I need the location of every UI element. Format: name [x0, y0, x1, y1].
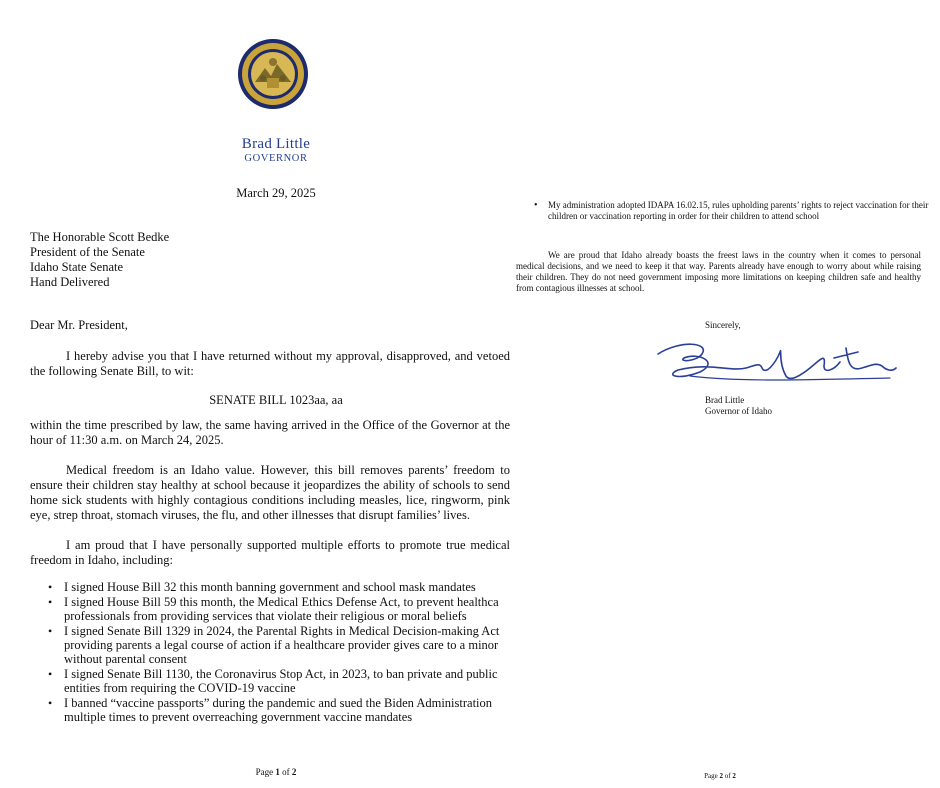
bill-identifier: SENATE BILL 1023aa, aa: [209, 393, 343, 407]
list-item: • My administration adopted IDAPA 16.02.15, rules upholding parents’ rights to reject vaccination for their children or vaccination reporting in order for their children to attend school: [532, 200, 932, 222]
list-item: • I signed House Bill 32 this month banning government and school mask mandates: [30, 580, 510, 594]
page-number-footer: Page 1 of 2: [255, 767, 297, 777]
signer-block: [705, 395, 772, 417]
closing-salutation: Sincerely,: [705, 320, 741, 330]
paragraph-closing-statement: We are proud that Idaho already boasts the freest laws in the country when it comes to personal medical decisions, and we need to keep it that way. Parents already have enough to worry about while raising their children. They do not need government imposing more limitations on keeping children safe and healthy from contagious illnesses at school.: [516, 250, 921, 293]
address-line: The Honorable Scott Bedke: [30, 230, 170, 244]
signer-title: Governor of Idaho: [705, 406, 772, 416]
governor-title-letterhead: GOVERNOR: [244, 153, 308, 164]
recipient-address: [30, 230, 169, 290]
paragraph-timing: within the time prescribed by law, the same having arrived in the Office of the Governor at the hour of 11:30 a.m. on March 24, 2025.: [30, 418, 510, 447]
paragraph-support-efforts: I am proud that I have personally supported multiple efforts to promote true medical freedom in Idaho, including:: [30, 538, 510, 567]
governor-name-letterhead: Brad Little: [241, 136, 311, 152]
salutation: Dear Mr. President,: [30, 318, 128, 332]
handwritten-signature: [650, 332, 900, 392]
address-line: Idaho State Senate: [30, 260, 124, 274]
list-item: • I signed House Bill 59 this month, the Medical Ethics Defense Act, to prevent healthca professionals from providing services that violate their religious or moral beliefs: [30, 595, 510, 623]
paragraph-veto-notice: I hereby advise you that I have returned without my approval, disapproved, and vetoed the following Senate Bill, to wit:: [30, 349, 510, 378]
signer-name: Brad Little: [705, 395, 745, 405]
address-line: President of the Senate: [30, 245, 145, 259]
letter-page-2: [500, 0, 940, 788]
list-item: • I banned “vaccine passports” during the pandemic and sued the Biden Administration multiple times to prevent overreaching government vaccine mandates: [30, 696, 510, 724]
paragraph-medical-freedom: Medical freedom is an Idaho value. However, this bill removes parents’ freedom to ensure their children stay healthy at school because it jeopardizes the ability of schools to send home sick students with highly contagious conditions including measles, lice, ringworm, pink eye, strep throat, stomach viruses, the flu, and other illnesses that disrupt families’ lives.: [30, 463, 510, 522]
support-efforts-list: [30, 580, 510, 725]
page-number-footer: Page 2 of 2: [704, 772, 736, 780]
list-item: • I signed Senate Bill 1329 in 2024, the Parental Rights in Medical Decision-making Act providing parents a legal course of action if a healthcare provider gives care to a minor without parental consent: [30, 624, 510, 666]
letter-date: March 29, 2025: [236, 186, 316, 200]
address-line: Hand Delivered: [30, 275, 110, 289]
page2-list: [532, 200, 932, 222]
list-item: • I signed Senate Bill 1130, the Coronavirus Stop Act, in 2023, to ban private and public entities from requiring the COVID-19 vaccine: [30, 667, 510, 695]
idaho-state-seal: [237, 38, 309, 110]
